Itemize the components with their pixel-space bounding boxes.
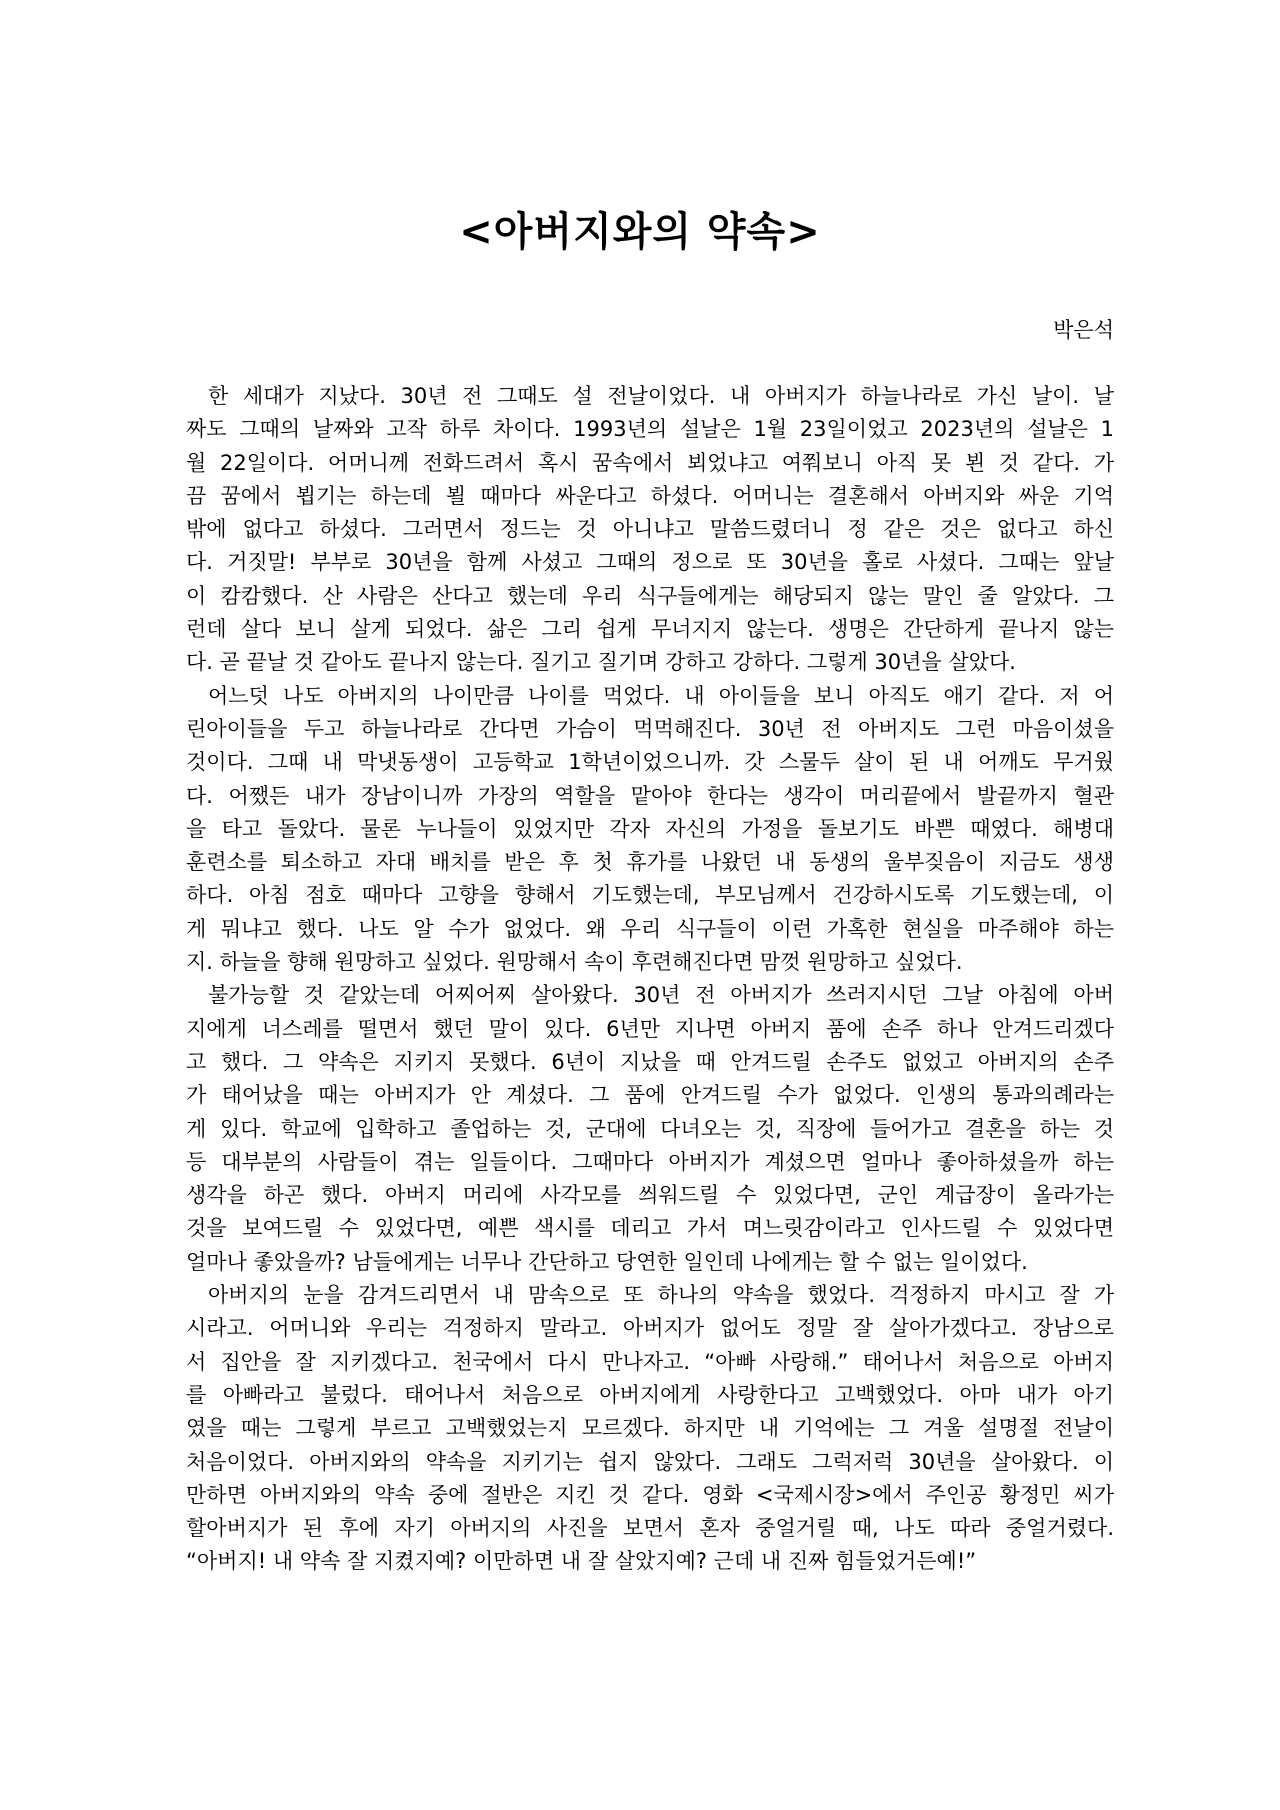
text-line: 만하면 아버지와의 약속 중에 절반은 지킨 것 같다. 영화 <국제시장>에서 주인공 황정민 씨가	[186, 1482, 1114, 1507]
text-line: 게 있다. 학교에 입학하고 졸업하는 것, 군대에 다녀오는 것, 직장에 들어가고 결혼을 하는 것	[186, 1116, 1114, 1141]
text-line: 린아이들을 두고 하늘나라로 간다면 가슴이 먹먹해진다. 30년 전 아버지도 그런 마음이셨을	[186, 716, 1114, 741]
text-line: 서 집안을 잘 지키겠다고. 천국에서 다시 만나자고. “아빠 사랑해.” 태어나서 처음으로 아버지	[186, 1349, 1114, 1374]
text-line: 끔 꿈에서 뵙기는 하는데 뵐 때마다 싸운다고 하셨다. 어머니는 결혼해서 아버지와 싸운 기억	[186, 483, 1114, 508]
text-line: 할아버지가 된 후에 자기 아버지의 사진을 보면서 혼자 중얼거릴 때, 나도 따라 중얼거렸다.	[186, 1516, 1114, 1541]
text-line: 얼마나 좋았을까? 남들에게는 너무나 간단하고 당연한 일인데 나에게는 할 수 없는 일이었다.	[186, 1249, 1028, 1274]
paragraph	[186, 380, 1114, 680]
document-title: <아버지와의 약속>	[459, 209, 821, 255]
text-line: 월 22일이다. 어머니께 전화드려서 혹시 꿈속에서 뵈었냐고 여쭤보니 아직 못 뵌 것 같다. 가	[186, 450, 1114, 475]
text-line: 불가능할 것 같았는데 어찌어찌 살아왔다. 30년 전 아버지가 쓰러지시던 그날 아침에 아버	[208, 983, 1114, 1008]
text-line: 아버지의 눈을 감겨드리면서 내 맘속으로 또 하나의 약속을 했었다. 걱정하지 마시고 잘 가	[208, 1283, 1114, 1308]
paragraph	[186, 680, 1114, 980]
author-name: 박은석	[1053, 318, 1114, 342]
text-line: 한 세대가 지났다. 30년 전 그때도 설 전날이었다. 내 아버지가 하늘나라로 가신 날이. 날	[208, 384, 1114, 408]
text-line: 게 뭐냐고 했다. 나도 알 수가 없었다. 왜 우리 식구들이 이런 가혹한 현실을 마주해야 하는	[186, 916, 1114, 941]
text-line: 고 했다. 그 약속은 지키지 못했다. 6년이 지났을 때 안겨드릴 손주도 없었고 아버지의 손주	[186, 1049, 1114, 1074]
text-line: 처음이었다. 아버지와의 약속을 지키기는 쉽지 않았다. 그래도 그럭저럭 30년을 살아왔다. 이	[186, 1449, 1114, 1474]
text-line: 등 대부분의 사람들이 겪는 일들이다. 그때마다 아버지가 계셨으면 얼마나 좋아하셨을까 하는	[186, 1149, 1114, 1174]
paragraph	[186, 1279, 1114, 1579]
text-line: 을 타고 돌았다. 물론 누나들이 있었지만 각자 자신의 가정을 돌보기도 바쁜 때였다. 해병대	[186, 816, 1114, 841]
text-line: 지에게 너스레를 떨면서 했던 말이 있다. 6년만 지나면 아버지 품에 손주 하나 안겨드리겠다	[186, 1016, 1114, 1041]
text-line: 것이다. 그때 내 막냇동생이 고등학교 1학년이었으니까. 갓 스물두 살이 된 내 어깨도 무거웠	[186, 750, 1114, 775]
text-line: 것을 보여드릴 수 있었다면, 예쁜 색시를 데리고 가서 며느릿감이라고 인사드릴 수 있었다면	[186, 1216, 1114, 1241]
text-line: 훈련소를 퇴소하고 자대 배치를 받은 후 첫 휴가를 나왔던 내 동생의 울부짖음이 지금도 생생	[186, 850, 1114, 875]
text-line: 였을 때는 그렇게 부르고 고백했었는지 모르겠다. 하지만 내 기억에는 그 겨울 설명절 전날이	[186, 1416, 1114, 1441]
document-body	[186, 380, 1114, 1579]
text-line: 가 태어났을 때는 아버지가 안 계셨다. 그 품에 안겨드릴 수가 없었다. 인생의 통과의례라는	[186, 1083, 1114, 1108]
paragraph	[186, 979, 1114, 1279]
text-line: 다. 어쨌든 내가 장남이니까 가장의 역할을 맡아야 한다는 생각이 머리끝에서 발끝까지 혈관	[186, 783, 1114, 808]
text-line: 를 아빠라고 불렀다. 태어나서 처음으로 아버지에게 사랑한다고 고백했었다. 아마 내가 아기	[186, 1382, 1114, 1407]
text-line: “아버지! 내 약속 잘 지켰지예? 이만하면 내 잘 살았지예? 근데 내 진짜 힘들었거든예!”	[186, 1549, 977, 1574]
text-line: 지. 하늘을 향해 원망하고 싶었다. 원망해서 속이 후련해진다면 맘껏 원망하고 싶었다.	[186, 950, 963, 975]
text-line: 밖에 없다고 하셨다. 그러면서 정드는 것 아니냐고 말씀드렸더니 정 같은 것은 없다고 하신	[186, 517, 1114, 542]
text-line: 어느덧 나도 아버지의 나이만큼 나이를 먹었다. 내 아이들을 보니 아직도 애기 같다. 저 어	[208, 683, 1114, 708]
text-line: 다. 곧 끝날 것 같아도 끝나지 않는다. 질기고 질기며 강하고 강하다. 그렇게 30년을 살았다.	[186, 650, 1016, 675]
text-line: 하다. 아침 점호 때마다 고향을 향해서 기도했는데, 부모님께서 건강하시도록 기도했는데, 이	[186, 883, 1114, 908]
text-line: 짜도 그때의 날짜와 고작 하루 차이다. 1993년의 설날은 1월 23일이었고 2023년의 설날은 1	[186, 417, 1114, 442]
text-line: 시라고. 어머니와 우리는 걱정하지 말라고. 아버지가 없어도 정말 잘 살아가겠다고. 장남으로	[186, 1316, 1114, 1341]
text-line: 이 캄캄했다. 산 사람은 산다고 했는데 우리 식구들에게는 해당되지 않는 말인 줄 알았다. 그	[186, 583, 1114, 608]
text-line: 생각을 하곤 했다. 아버지 머리에 사각모를 씌워드릴 수 있었다면, 군인 계급장이 올라가는	[186, 1183, 1114, 1208]
text-line: 다. 거짓말! 부부로 30년을 함께 사셨고 그때의 정으로 또 30년을 홀로 사셨다. 그때는 앞날	[186, 550, 1114, 575]
text-line: 런데 살다 보니 살게 되었다. 삶은 그리 쉽게 무너지지 않는다. 생명은 간단하게 끝나지 않는	[186, 617, 1114, 642]
